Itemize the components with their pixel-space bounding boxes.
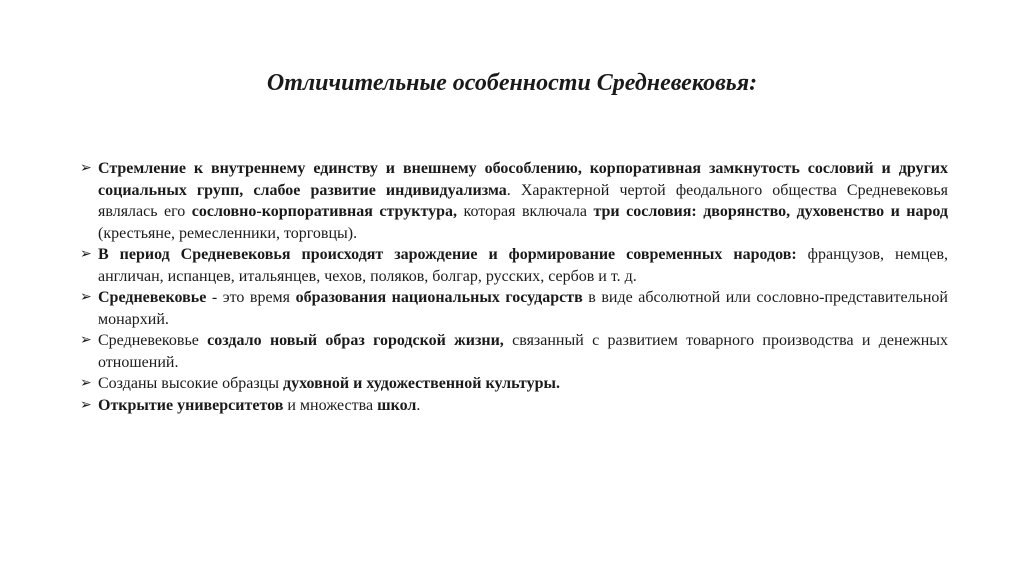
bullet-text: Открытие университетов и множества школ. (98, 396, 421, 414)
bullet-item (80, 158, 948, 244)
slide-title: Отличительные особенности Средневековья: (266, 70, 758, 96)
arrow-bullet-icon: ➢ (80, 246, 92, 262)
bullet-item (80, 330, 948, 373)
arrow-bullet-icon: ➢ (80, 332, 92, 348)
arrow-bullet-icon: ➢ (80, 375, 92, 391)
bullet-item (80, 395, 948, 417)
bullet-text: Созданы высокие образцы духовной и художественной культуры. (98, 375, 560, 392)
arrow-bullet-icon: ➢ (80, 396, 92, 413)
bullet-text: Средневековье - это время образования национальных государств в виде абсолютной или сословно-представительной монархий. (98, 289, 948, 328)
bullet-item (80, 373, 948, 395)
arrow-bullet-icon: ➢ (80, 160, 92, 176)
bullet-text: Стремление к внутреннему единству и внешнему обособлению, корпоративная замкнутость сословий и других социальных групп, слабое развитие индивидуализма. Характерной чертой феодального общества Средневековья являлась его сословно-корпоративная структура, которая включала три сословия: дворянство, духовенство и народ (крестьяне, ремесленники, торговцы). (98, 160, 949, 242)
bullet-text: В период Средневековья происходят зарождение и формирование современных народов: французов, немцев, англичан, испанцев, итальянцев, чехов, поляков, болгар, русских, сербов и т. д. (98, 246, 948, 285)
bullet-item (80, 287, 948, 330)
bullet-text: Средневековье создало новый образ городской жизни, связанный с развитием товарного производства и денежных отношений. (98, 332, 949, 371)
bullet-item (80, 244, 948, 287)
arrow-bullet-icon: ➢ (80, 289, 92, 305)
bullet-list (80, 158, 948, 416)
